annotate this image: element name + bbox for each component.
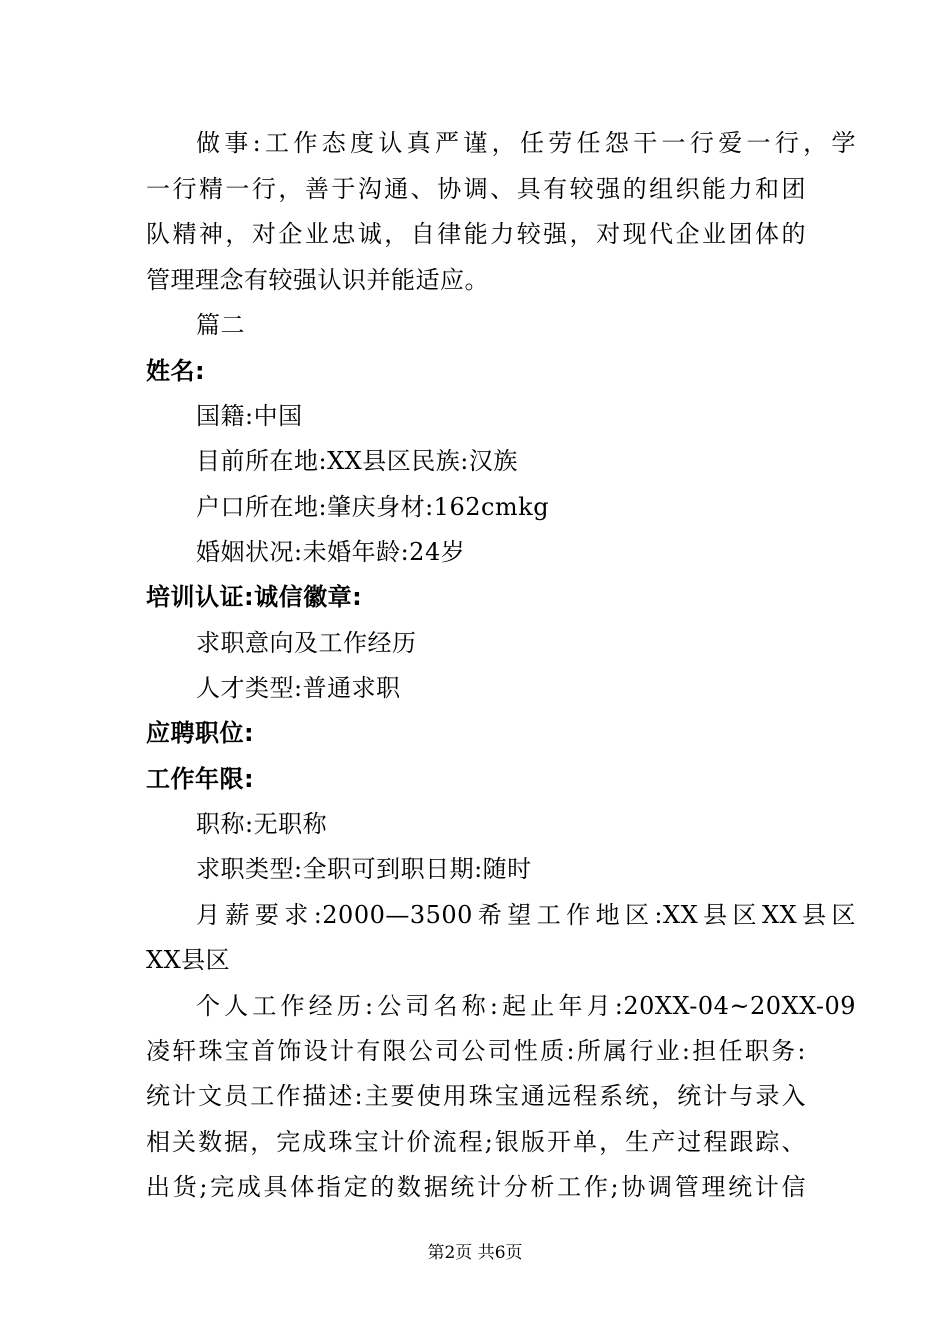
- field-line: 职称:无职称: [196, 810, 328, 838]
- paragraph-line: 个人工作经历:公司名称:起止年月:20XX-04~20XX-09: [196, 992, 856, 1020]
- page-number-footer: 第2页 共6页: [427, 1243, 523, 1263]
- field-line: 户口所在地:肇庆身材:162cmkg: [196, 493, 550, 521]
- field-line: 国籍:中国: [196, 402, 303, 430]
- field-line: 人才类型:普通求职: [196, 674, 401, 702]
- paragraph-line: 一行精一行，善于沟通、协调、具有较强的组织能力和团: [146, 175, 806, 203]
- paragraph-line: 凌轩珠宝首饰设计有限公司公司性质:所属行业:担任职务:: [146, 1037, 806, 1065]
- paragraph-line: 月薪要求:2000—3500希望工作地区:XX县区XX县区: [196, 901, 856, 929]
- field-line: 求职类型:全职可到职日期:随时: [196, 855, 532, 883]
- paragraph-line: 相关数据，完成珠宝计价流程;银版开单，生产过程跟踪、: [146, 1128, 806, 1156]
- field-heading: 姓名:: [146, 357, 206, 385]
- field-heading: 培训认证:诚信徽章:: [146, 583, 363, 611]
- paragraph-line: 管理理念有较强认识并能适应。: [146, 266, 489, 294]
- field-heading: 应聘职位:: [146, 719, 255, 747]
- paragraph-line: 做事:工作态度认真严谨，任劳任怨干一行爱一行，学: [196, 129, 856, 157]
- paragraph-line: 统计文员工作描述:主要使用珠宝通远程系统，统计与录入: [146, 1082, 806, 1110]
- field-line: 婚姻状况:未婚年龄:24岁: [196, 538, 466, 566]
- paragraph-line: 出货;完成具体指定的数据统计分析工作;协调管理统计信: [146, 1173, 806, 1201]
- field-line: 求职意向及工作经历: [196, 629, 417, 657]
- paragraph-line: 队精神，对企业忠诚，自律能力较强，对现代企业团体的: [146, 220, 806, 248]
- field-line: 目前所在地:XX县区民族:汉族: [196, 447, 518, 475]
- section-label: 篇二: [196, 311, 245, 339]
- paragraph-line: XX县区: [146, 946, 231, 974]
- field-heading: 工作年限:: [146, 765, 255, 793]
